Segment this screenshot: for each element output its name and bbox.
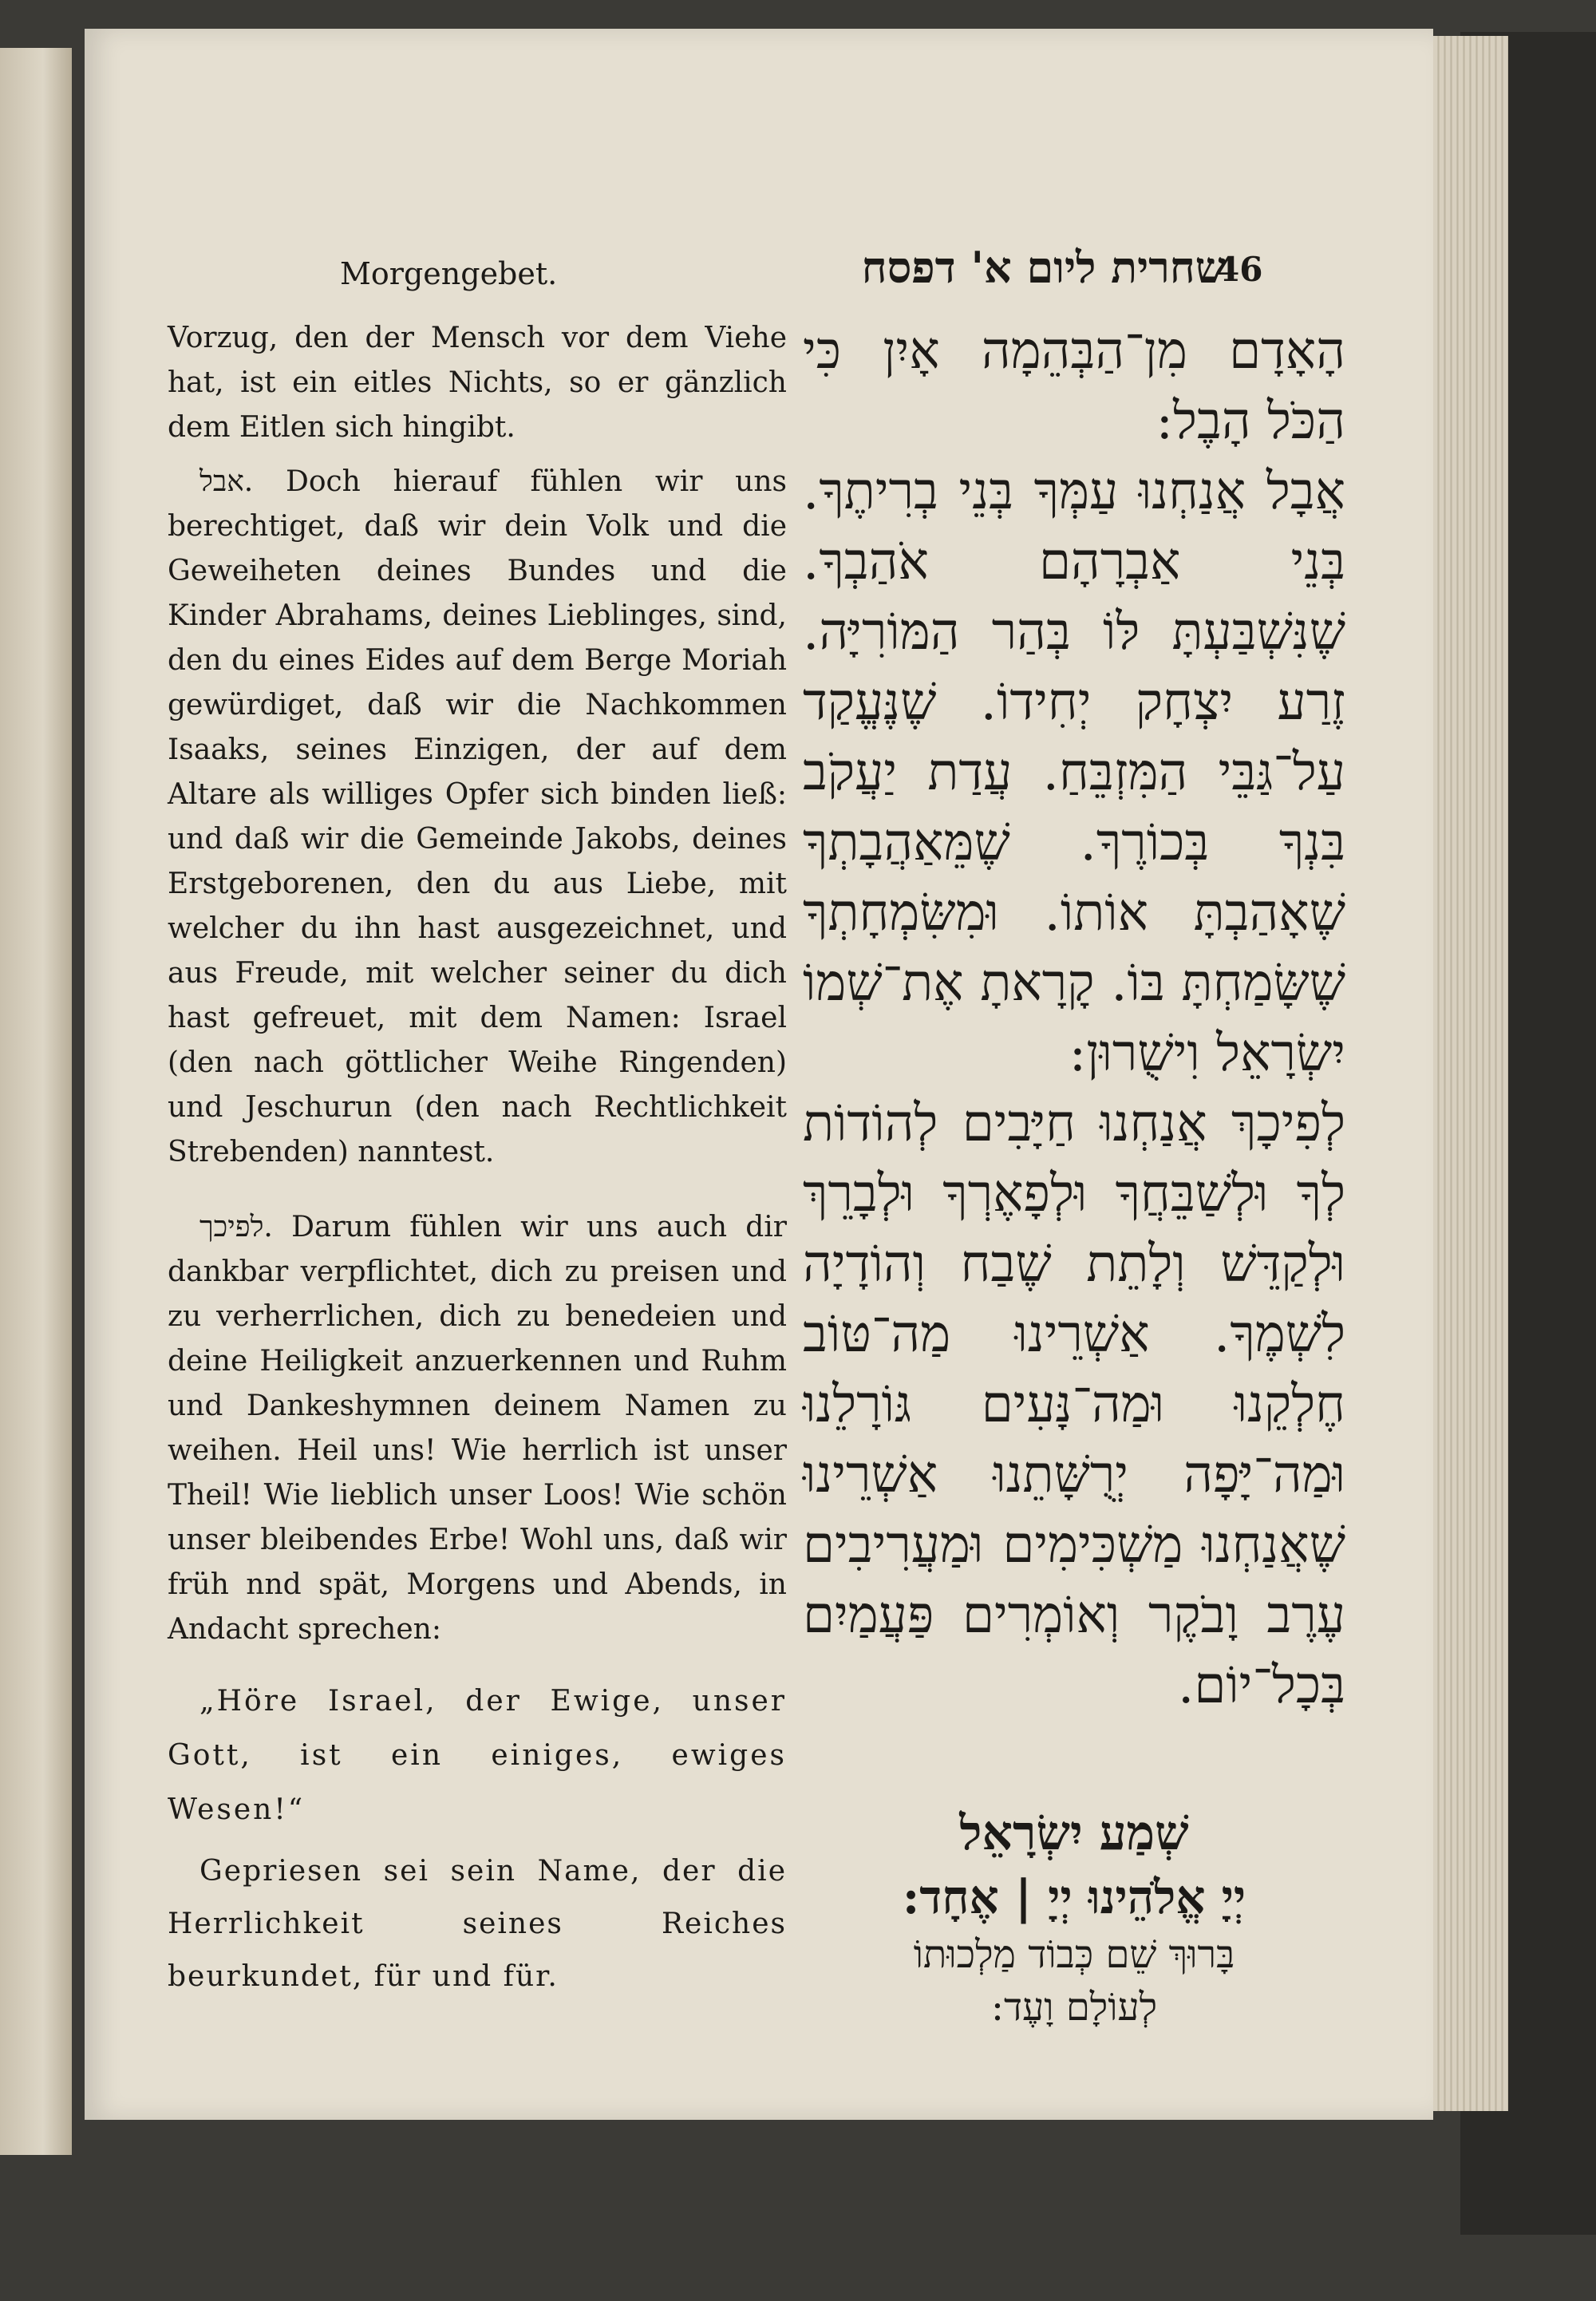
hebrew-keyword: אבל. [200,465,254,498]
german-column [168,316,787,2003]
page-stack-edge [1420,36,1508,2111]
german-paragraph-2-text: Doch hierauf fühlen wir uns berechtiget, daß wir dein Volk und die Geweiheten deines Bundes und die Kinder Abrahams, deines Lieblinges, sind, den du eines Eides auf dem Berge Moriah gewürdiget, daß wir die Nachkommen Isaaks, seines Einzigen, der auf dem Altare als williges Opfer sich binden ließ: und daß wir die Gemeinde Jakobs, deines Erstgeborenen, den du aus Liebe, mit welcher du ihn hast ausgezeichnet, und aus Freude, mit welcher seiner du dich hast gefreuet, mit dem Namen: Israel (den nach göttlicher Weihe Ringenden) und Jeschurun (den nach Rechtlichkeit Strebenden) nanntest. [168,465,787,1168]
shema-block [803,1801,1345,2034]
hebrew-paragraph-2: אֲבָל אֲנַחְנוּ עַמְּךָ בְּנֵי בְרִיתֶךָ. בְּנֵי אַבְרָהָם אֹהַבְךָ. שֶׁנִּשְׁבַּעְתָּ לּוֹ בְּהַר הַמּוֹרִיָּה. זֶרַע יִצְחָק יְחִידוֹ. שֶׁנֶּעֱקַד עַל־גַּבֵּי הַמִּזְבֵּחַ. עֲדַת יַעֲקֹב בִּנְךָ בְּכוֹרֶךָ. שֶׁמֵּאַהֲבָתְךָ שֶׁאָהַבְתָּ אוֹתוֹ. וּמִשִּׂמְחָתְךָ שֶׁשָּׂמַחְתָּ בּוֹ. קָרָאתָ אֶת־שְׁמוֹ יִשְׂרָאֵל וִישֻׁרוּן: [803,462,1345,1083]
german-paragraph-1: Vorzug, den der Mensch vor dem Viehe hat, ist ein eitles Nichts, so er gänzlich dem Eitlen sich hingibt. [168,322,787,444]
baruch-line-1: בָּרוּךְ שֵׁם כְּבוֹד מַלְכוּתוֹ [913,1932,1235,1977]
hebrew-paragraph-3: לְפִיכָךְ אֲנַחְנוּ חַיָּבִים לְהוֹדוֹת לְךָ וּלְשַׁבֵּחֲךָ וּלְפָאֶרְךָ וּלְבָרֵךְ וּלְקַדֵּשׁ וְלָתֵת שֶׁבַח וְהוֹדָיָה לִשְׁמֶךָ. אַשְׁרֵינוּ מַה־טּוֹב חֶלְקֵנוּ וּמַה־נָּעִים גּוֹרָלֵנוּ וּמַה־יָּפָה יְרֻשָּׁתֵנוּ אַשְׁרֵינוּ שֶׁאֲנַחְנוּ מַשְׁכִּימִים וּמַעֲרִיבִים עֶרֶב וָבֹקֶר וְאוֹמְרִים פַּעֲמַיִם בְּכָל־יוֹם. [803,1094,1345,1715]
baruch-line-2: לְעוֹלָם וָעֶד: [990,1985,1158,2030]
shema-line-2: יְיָ אֱלֹהֵינוּ יְיָ | אֶחָד: [902,1870,1246,1924]
running-header [85,232,1433,296]
german-paragraph-2 [168,460,787,1175]
page-number: 46 [1216,250,1263,289]
hebrew-keyword: לפיכך. [200,1211,273,1243]
book-page [85,29,1433,2120]
hebrew-column [803,316,1345,1721]
shema-line-1: שְׁמַע יִשְׂרָאֵל [959,1805,1189,1861]
previous-page-edge [0,48,72,2155]
german-shema-translation: „Höre Israel, der Ewige, unser Gott, ist ein einiges, ewiges Wesen!“ [168,1685,787,1826]
hebrew-paragraph-1: הָאָדָם מִן־הַבְּהֵמָה אָיִן כִּי הַכֹּל הָבֶל: [803,322,1345,451]
header-hebrew-title: שחרית ליום א' דפסח [861,242,1226,293]
header-german-title: Morgengebet. [340,256,558,291]
german-paragraph-3 [168,1205,787,1652]
german-paragraph-3-text: Darum fühlen wir uns auch dir dankbar verpflichtet, dich zu preisen und zu verherrlichen, dich zu benedeien und deine Heiligkeit anzuerkennen und Ruhm und Dankeshymnen deinem Namen zu weihen. Heil uns! Wie herrlich ist unser Theil! Wie lieblich unser Loos! Wie schön unser bleibendes Erbe! Wohl uns, daß wir früh nnd spät, Morgens und Abends, in Andacht sprechen: [168,1211,788,1646]
german-baruch-translation: Gepriesen sei sein Name, der die Herrlichkeit seines Reiches beurkundet, für und für. [168,1855,787,1993]
